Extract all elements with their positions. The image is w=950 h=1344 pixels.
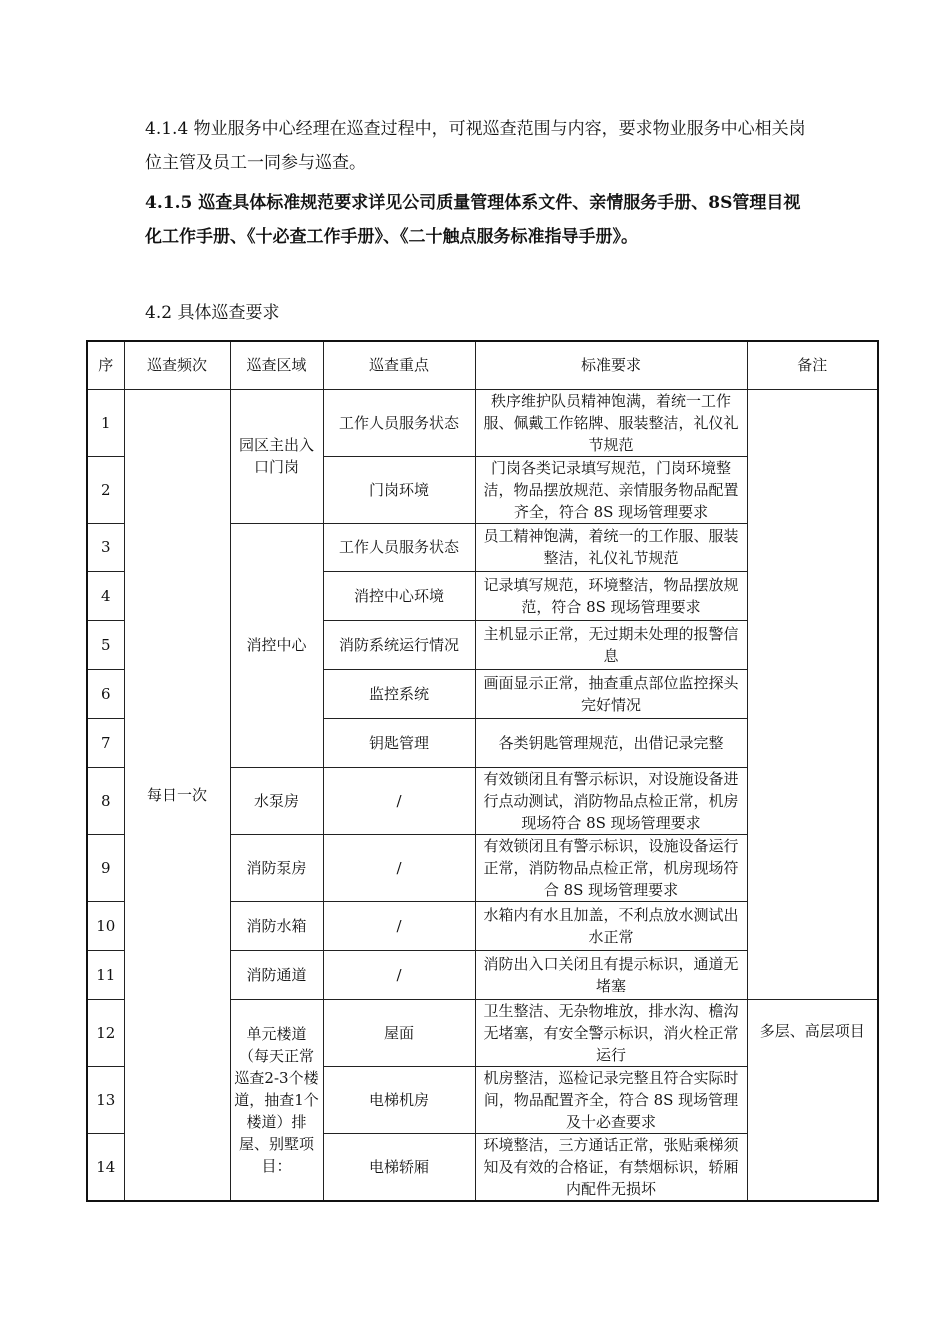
focus-cell: 门岗环境 <box>323 456 475 523</box>
standard-cell: 记录填写规范，环境整洁，物品摆放规范，符合 8S 现场管理要求 <box>475 571 747 620</box>
row-number: 8 <box>87 767 124 834</box>
inspection-table <box>86 340 879 1202</box>
header-remark: 备注 <box>747 341 878 389</box>
paragraph-4-1-5: 4.1.5 巡查具体标准规范要求详见公司质量管理体系文件、亲情服务手册、8S管理目视化工作手册、《十必查工作手册》、《二十触点服务标准指导手册》。 <box>145 193 801 247</box>
row-number: 9 <box>87 834 124 901</box>
header-no: 序 <box>87 341 124 389</box>
focus-cell: 钥匙管理 <box>323 718 475 767</box>
area-cell: 消控中心 <box>230 523 323 767</box>
focus-cell: 消控中心环境 <box>323 571 475 620</box>
row-number: 7 <box>87 718 124 767</box>
row-number: 14 <box>87 1133 124 1201</box>
area-cell: 单元楼道（每天正常巡查2-3个楼道，抽查1个楼道）排屋、别墅项目： <box>230 999 323 1201</box>
focus-cell: 监控系统 <box>323 669 475 718</box>
area-cell: 消防水箱 <box>230 901 323 950</box>
standard-cell: 门岗各类记录填写规范，门岗环境整洁，物品摆放规范、亲情服务物品配置齐全，符合 8S 现场管理要求 <box>475 456 747 523</box>
standard-cell: 画面显示正常，抽查重点部位监控探头完好情况 <box>475 669 747 718</box>
focus-cell: 电梯轿厢 <box>323 1133 475 1201</box>
standard-cell: 员工精神饱满，着统一的工作服、服装整洁，礼仪礼节规范 <box>475 523 747 571</box>
standard-cell: 消防出入口关闭且有提示标识，通道无堵塞 <box>475 950 747 999</box>
focus-cell: 工作人员服务状态 <box>323 389 475 456</box>
row-number: 4 <box>87 571 124 620</box>
paragraph-4-1-4: 4.1.4 物业服务中心经理在巡查过程中，可视巡查范围与内容，要求物业服务中心相关岗位主管及员工一同参与巡查。 <box>145 119 806 173</box>
row-number: 2 <box>87 456 124 523</box>
frequency-cell: 每日一次 <box>124 389 230 1201</box>
header-area: 巡查区域 <box>230 341 323 389</box>
row-number: 6 <box>87 669 124 718</box>
focus-cell: 工作人员服务状态 <box>323 523 475 571</box>
row-number: 10 <box>87 901 124 950</box>
focus-cell: / <box>323 834 475 901</box>
focus-cell: 屋面 <box>323 999 475 1066</box>
focus-cell: 电梯机房 <box>323 1066 475 1133</box>
standard-cell: 秩序维护队员精神饱满，着统一工作服、佩戴工作铭牌、服装整洁，礼仪礼节规范 <box>475 389 747 456</box>
header-standard: 标准要求 <box>475 341 747 389</box>
focus-cell: / <box>323 901 475 950</box>
standard-cell: 各类钥匙管理规范，出借记录完整 <box>475 718 747 767</box>
row-number: 1 <box>87 389 124 456</box>
standard-cell: 水箱内有水且加盖，不利点放水测试出水正常 <box>475 901 747 950</box>
standard-cell: 机房整洁，巡检记录完整且符合实际时间，物品配置齐全，符合 8S 现场管理及十必查要求 <box>475 1066 747 1133</box>
row-number: 3 <box>87 523 124 571</box>
row-number: 12 <box>87 999 124 1066</box>
row-number: 5 <box>87 620 124 669</box>
header-focus: 巡查重点 <box>323 341 475 389</box>
area-cell: 消防通道 <box>230 950 323 999</box>
row-number: 13 <box>87 1066 124 1133</box>
remark-cell-empty <box>747 389 878 999</box>
standard-cell: 有效锁闭且有警示标识，设施设备运行正常，消防物品点检正常，机房现场符合 8S 现场管理要求 <box>475 834 747 901</box>
row-number: 11 <box>87 950 124 999</box>
standard-cell: 有效锁闭且有警示标识，对设施设备进行点动测试，消防物品点检正常，机房现场符合 8S 现场管理要求 <box>475 767 747 834</box>
standard-cell: 主机显示正常，无过期未处理的报警信息 <box>475 620 747 669</box>
focus-cell: / <box>323 767 475 834</box>
standard-cell: 卫生整洁、无杂物堆放，排水沟、檐沟无堵塞，有安全警示标识，消火栓正常运行 <box>475 999 747 1066</box>
section-title: 4.2 具体巡查要求 <box>145 303 280 323</box>
area-cell: 消防泵房 <box>230 834 323 901</box>
table-row <box>87 389 878 456</box>
focus-cell: / <box>323 950 475 999</box>
area-cell: 水泵房 <box>230 767 323 834</box>
header-row <box>87 341 878 389</box>
focus-cell: 消防系统运行情况 <box>323 620 475 669</box>
remark-cell: 多层、高层项目 <box>747 999 878 1201</box>
header-frequency: 巡查频次 <box>124 341 230 389</box>
standard-cell: 环境整洁，三方通话正常，张贴乘梯须知及有效的合格证，有禁烟标识，轿厢内配件无损坏 <box>475 1133 747 1201</box>
area-cell: 园区主出入口门岗 <box>230 389 323 523</box>
